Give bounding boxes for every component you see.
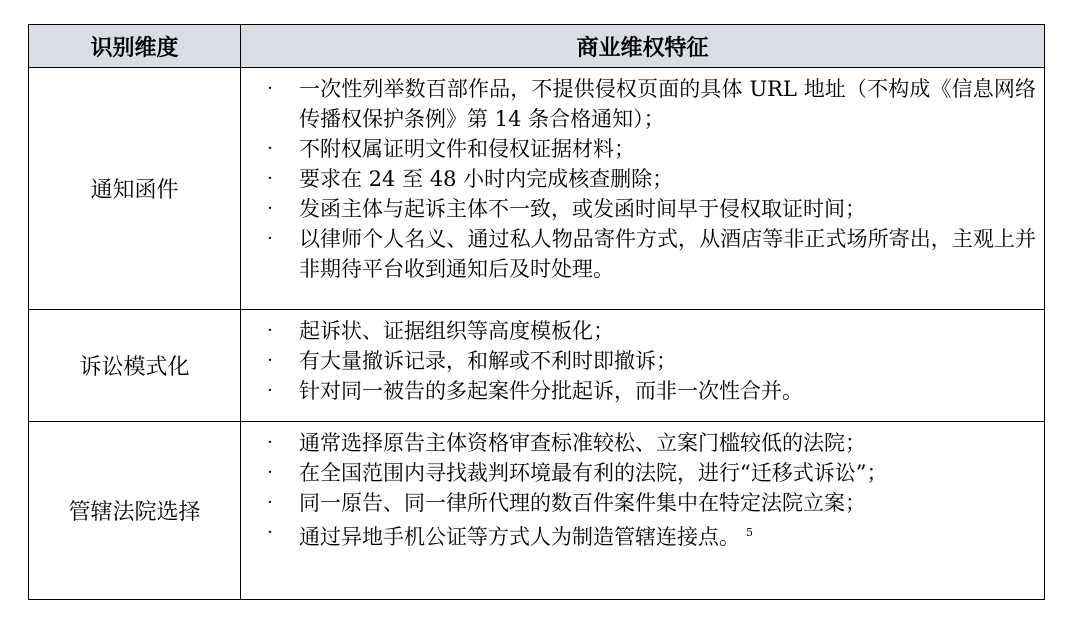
- list-item-text: 针对同一被告的多起案件分批起诉，而非一次性合并。: [299, 379, 803, 403]
- list-item: [241, 488, 1036, 518]
- list-item-text: 起诉状、证据组织等高度模板化；: [299, 319, 614, 343]
- list-item: [241, 224, 1036, 284]
- list-item: [241, 376, 1036, 406]
- dimension-cell: 管辖法院选择: [29, 422, 241, 600]
- table-row: [29, 68, 1045, 310]
- list-item: [241, 428, 1036, 458]
- list-item-text: [299, 518, 1036, 552]
- list-item: [241, 458, 1036, 488]
- bullet-icon: ·: [267, 78, 273, 99]
- list-item-text: 有大量撤诉记录，和解或不利时即撤诉；: [299, 349, 677, 373]
- list-item-text: 要求在 24 至 48 小时内完成核查删除；: [299, 167, 674, 191]
- list-item-text: 以律师个人名义、通过私人物品寄件方式，从酒店等非正式场所寄出，主观上并非期待平台收到通知后及时处理。: [299, 227, 1036, 281]
- features-cell: [241, 422, 1045, 600]
- table-row: [29, 422, 1045, 600]
- feature-list: [241, 74, 1036, 284]
- table-row: [29, 310, 1045, 422]
- features-cell: [241, 68, 1045, 310]
- feature-table: [28, 24, 1045, 600]
- bullet-icon: ·: [267, 462, 273, 483]
- header-dimension: 识别维度: [29, 25, 241, 68]
- list-item: [241, 134, 1036, 164]
- list-item-text: 一次性列举数百部作品，不提供侵权页面的具体 URL 地址（不构成《信息网络传播权保护条例》第 14 条合格通知）；: [299, 77, 1036, 131]
- bullet-icon: ·: [267, 432, 273, 453]
- bullet-icon: ·: [267, 228, 273, 249]
- header-row: [29, 25, 1045, 68]
- header-features: 商业维权特征: [241, 25, 1045, 68]
- list-item: [241, 164, 1036, 194]
- list-item: [241, 74, 1036, 134]
- dimension-cell: 诉讼模式化: [29, 310, 241, 422]
- feature-list: [241, 428, 1036, 552]
- feature-list: [241, 316, 1036, 406]
- bullet-icon: ·: [267, 522, 273, 543]
- list-item: [241, 194, 1036, 224]
- list-item-text: 发函主体与起诉主体不一致，或发函时间早于侵权取证时间；: [299, 197, 866, 221]
- bullet-icon: ·: [267, 168, 273, 189]
- bullet-icon: ·: [267, 492, 273, 513]
- list-item-text: 在全国范围内寻找裁判环境最有利的法院，进行“迁移式诉讼”；: [299, 461, 888, 485]
- bullet-icon: ·: [267, 138, 273, 159]
- footnote-marker: 5: [746, 526, 753, 539]
- bullet-icon: ·: [267, 198, 273, 219]
- list-item: [241, 518, 1036, 552]
- list-item-text: 同一原告、同一律所代理的数百件案件集中在特定法院立案；: [299, 491, 866, 515]
- features-cell: [241, 310, 1045, 422]
- list-item-text-main: 通过异地手机公证等方式人为制造管辖连接点。: [299, 525, 740, 549]
- dimension-cell: 通知函件: [29, 68, 241, 310]
- bullet-icon: ·: [267, 320, 273, 341]
- bullet-icon: ·: [267, 380, 273, 401]
- bullet-icon: ·: [267, 350, 273, 371]
- list-item-text: 通常选择原告主体资格审查标准较松、立案门槛较低的法院；: [299, 431, 866, 455]
- list-item: [241, 346, 1036, 376]
- list-item-text: 不附权属证明文件和侵权证据材料；: [299, 137, 635, 161]
- list-item: [241, 316, 1036, 346]
